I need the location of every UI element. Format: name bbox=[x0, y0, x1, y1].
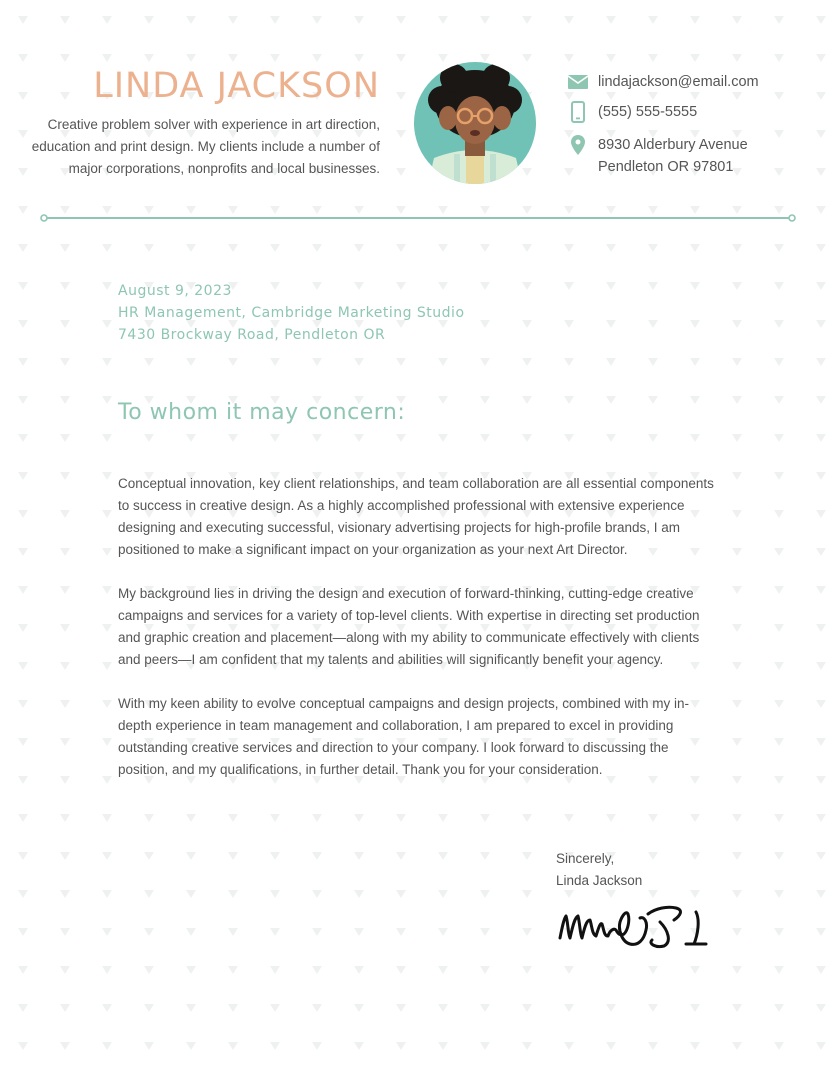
recipient-name: HR Management, Cambridge Marketing Studio bbox=[118, 305, 465, 321]
body-paragraph-2: My background lies in driving the design and execution of forward-thinking, cutting-edge creative campaigns and services for a variety of top-level clients. With expertise in directing set production and graphic creation and placement—along with my ability to communicate effectively with clients and peers—I am confident that my talents and abilities will significantly benefit your agency. bbox=[118, 586, 700, 667]
phone-icon bbox=[568, 101, 588, 123]
body-paragraph-1: Conceptual innovation, key client relationships, and team collaboration are all essential components to success in creative design. As a highly accomplished professional with extensive experience designing and executing successful, visionary advertising projects for high-profile brands, I am positioned to make a significant impact on your organization as your next Art Director. bbox=[118, 476, 714, 557]
contact-address-line2: Pendleton OR 97801 bbox=[598, 159, 734, 175]
contact-address-row bbox=[568, 134, 748, 178]
envelope-icon bbox=[568, 71, 588, 93]
profile-photo bbox=[414, 62, 536, 184]
contact-email-row bbox=[568, 71, 759, 93]
map-pin-icon bbox=[568, 134, 588, 156]
recipient-address: 7430 Brockway Road, Pendleton OR bbox=[118, 327, 386, 343]
salutation: To whom it may concern: bbox=[118, 400, 406, 425]
recipient-block bbox=[118, 280, 465, 346]
applicant-tagline: Creative problem solver with experience in art direction, education and print design. My clients include a number of major corporations, nonprofits and local businesses. bbox=[31, 117, 380, 176]
applicant-name: LINDA JACKSON bbox=[93, 66, 380, 106]
body-paragraph-3: With my keen ability to evolve conceptual campaigns and design projects, combined with my in-depth experience in team management and collaboration, I am prepared to excel in providing outstanding creative services and direction to your company. I look forward to discussing the position, and my qualifications, in further detail. Thank you for your consideration. bbox=[118, 696, 690, 777]
contact-phone[interactable]: (555) 555-5555 bbox=[598, 104, 698, 120]
signer-name: Linda Jackson bbox=[556, 873, 643, 888]
contact-email[interactable]: lindajackson@email.com bbox=[598, 74, 759, 90]
closing-phrase: Sincerely, bbox=[556, 851, 615, 866]
contact-phone-row bbox=[568, 101, 697, 123]
letter-body bbox=[118, 473, 718, 803]
header-divider bbox=[40, 212, 796, 224]
handwritten-signature bbox=[556, 900, 716, 952]
closing-block bbox=[556, 848, 642, 892]
letter-date: August 9, 2023 bbox=[118, 283, 232, 299]
contact-address-line1: 8930 Alderbury Avenue bbox=[598, 137, 748, 153]
